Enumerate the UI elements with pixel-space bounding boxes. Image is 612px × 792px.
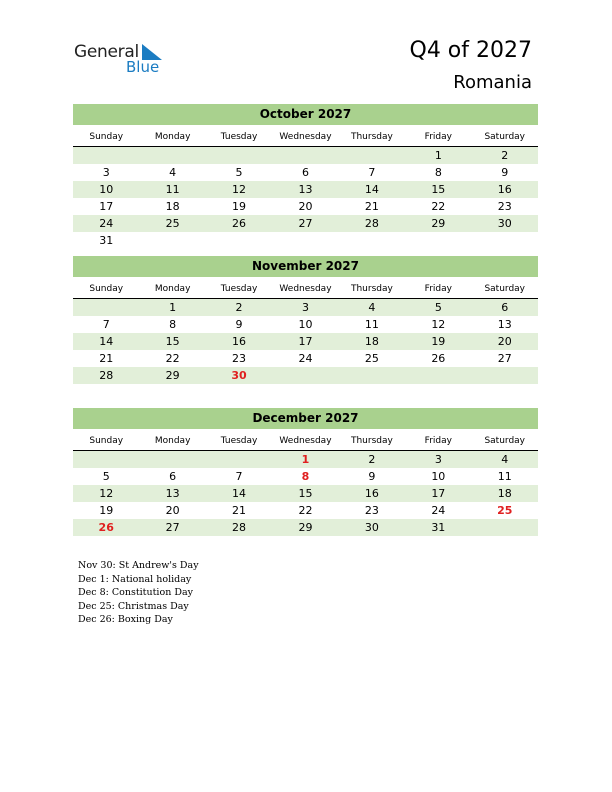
day-cell (472, 232, 538, 249)
day-cell: 25 (165, 217, 180, 230)
week-row (73, 198, 538, 215)
month-title: November 2027 (73, 256, 538, 277)
week-row (73, 181, 538, 198)
day-cell (339, 147, 405, 164)
weekday-label: Wednesday (279, 436, 332, 446)
week-row (73, 502, 538, 519)
logo-text-general: General (74, 42, 139, 62)
day-cell: 29 (165, 369, 180, 382)
day-cell: 27 (298, 217, 313, 230)
week-row (73, 485, 538, 502)
day-cell: 28 (232, 521, 247, 534)
day-cell: 9 (235, 318, 243, 331)
day-cell: 20 (165, 504, 180, 517)
weekday-label: Tuesday (220, 284, 258, 294)
week-row (73, 215, 538, 232)
day-cell: 23 (364, 504, 379, 517)
day-cell: 17 (298, 335, 313, 348)
day-cell: 12 (431, 318, 446, 331)
day-cell: 19 (99, 504, 114, 517)
day-cell: 16 (364, 487, 379, 500)
week-row (73, 333, 538, 350)
day-cell: 6 (301, 166, 309, 179)
day-cell: 30 (364, 521, 379, 534)
day-cell (272, 367, 338, 384)
week-row (73, 147, 538, 164)
weekday-label: Thursday (350, 132, 393, 142)
country-name: Romania (453, 72, 532, 93)
day-cell: 18 (364, 335, 379, 348)
weekday-label: Wednesday (279, 132, 332, 142)
day-cell: 2 (235, 301, 243, 314)
day-cell: 1 (434, 149, 442, 162)
weekday-label: Wednesday (279, 284, 332, 294)
day-cell (206, 232, 272, 249)
day-cell: 8 (434, 166, 442, 179)
day-cell: 2 (501, 149, 509, 162)
day-cell: 31 (99, 234, 114, 247)
day-cell: 9 (501, 166, 509, 179)
month-title: December 2027 (73, 408, 538, 429)
week-row (73, 451, 538, 468)
day-cell (139, 451, 205, 468)
week-row (73, 316, 538, 333)
month-calendar (73, 104, 538, 249)
day-cell: 15 (298, 487, 313, 500)
weekday-header-row (73, 281, 538, 299)
day-cell: 21 (232, 504, 247, 517)
day-cell (206, 147, 272, 164)
day-cell: 16 (497, 183, 512, 196)
day-cell: 17 (431, 487, 446, 500)
day-cell: 22 (431, 200, 446, 213)
day-cell: 10 (431, 470, 446, 483)
week-row (73, 468, 538, 485)
day-cell: 16 (232, 335, 247, 348)
day-cell: 28 (364, 217, 379, 230)
day-cell: 15 (165, 335, 180, 348)
weekday-label: Tuesday (220, 436, 258, 446)
holiday-day-cell: 8 (301, 470, 310, 483)
weekday-label: Saturday (484, 436, 526, 446)
day-cell: 25 (364, 352, 379, 365)
month-title: October 2027 (73, 104, 538, 125)
day-cell: 27 (165, 521, 180, 534)
holiday-note: Dec 1: National holiday (78, 573, 192, 585)
day-cell: 12 (232, 183, 247, 196)
brand-logo (74, 42, 174, 78)
day-cell (272, 232, 338, 249)
day-cell: 5 (434, 301, 442, 314)
day-cell: 3 (434, 453, 442, 466)
day-cell: 22 (165, 352, 180, 365)
day-cell: 23 (232, 352, 247, 365)
day-cell: 24 (99, 217, 114, 230)
day-cell (206, 451, 272, 468)
day-cell: 3 (301, 301, 309, 314)
weekday-label: Sunday (89, 132, 124, 142)
day-cell (339, 232, 405, 249)
day-cell: 10 (298, 318, 313, 331)
day-cell: 29 (298, 521, 313, 534)
day-cell (139, 232, 205, 249)
holiday-note: Dec 8: Constitution Day (78, 587, 193, 599)
day-cell (472, 367, 538, 384)
week-row (73, 350, 538, 367)
weekday-label: Saturday (484, 132, 526, 142)
day-cell: 5 (102, 470, 110, 483)
day-cell: 8 (169, 318, 177, 331)
day-cell: 7 (235, 470, 243, 483)
week-row (73, 232, 538, 249)
day-cell: 7 (102, 318, 110, 331)
page-title: Q4 of 2027 (409, 38, 532, 63)
day-cell (73, 451, 139, 468)
day-cell: 23 (497, 200, 512, 213)
day-cell: 20 (497, 335, 512, 348)
day-cell: 9 (368, 470, 376, 483)
day-cell: 19 (431, 335, 446, 348)
weekday-label: Friday (424, 132, 452, 142)
day-cell: 2 (368, 453, 376, 466)
weekday-label: Monday (154, 436, 191, 446)
holiday-day-cell: 30 (231, 369, 247, 382)
weekday-label: Monday (154, 284, 191, 294)
weekday-label: Friday (424, 284, 452, 294)
day-cell: 26 (431, 352, 446, 365)
day-cell: 13 (497, 318, 512, 331)
day-cell: 4 (368, 301, 376, 314)
day-cell (139, 147, 205, 164)
day-cell: 11 (497, 470, 512, 483)
day-cell (73, 299, 139, 316)
holiday-day-cell: 1 (301, 453, 310, 466)
holiday-note: Dec 26: Boxing Day (78, 614, 173, 626)
day-cell: 6 (501, 301, 509, 314)
weekday-label: Monday (154, 132, 191, 142)
day-cell: 28 (99, 369, 114, 382)
day-cell: 11 (364, 318, 379, 331)
day-cell: 24 (298, 352, 313, 365)
day-cell (405, 367, 471, 384)
day-cell: 15 (431, 183, 446, 196)
day-cell: 27 (497, 352, 512, 365)
day-cell: 3 (102, 166, 110, 179)
weekday-label: Sunday (89, 284, 124, 294)
day-cell: 18 (165, 200, 180, 213)
month-calendar (73, 408, 538, 536)
day-cell: 13 (165, 487, 180, 500)
day-cell (272, 147, 338, 164)
weekday-label: Sunday (89, 436, 124, 446)
day-cell: 20 (298, 200, 313, 213)
day-cell: 21 (364, 200, 379, 213)
day-cell: 21 (99, 352, 114, 365)
day-cell: 31 (431, 521, 446, 534)
day-cell: 14 (232, 487, 247, 500)
day-cell: 1 (169, 301, 177, 314)
week-row (73, 299, 538, 316)
weekday-label: Saturday (484, 284, 526, 294)
day-cell: 22 (298, 504, 313, 517)
day-cell (405, 232, 471, 249)
day-cell: 14 (364, 183, 379, 196)
day-cell: 19 (232, 200, 247, 213)
day-cell: 5 (235, 166, 243, 179)
holiday-notes (78, 559, 199, 627)
week-row (73, 164, 538, 181)
weekday-label: Tuesday (220, 132, 258, 142)
day-cell: 12 (99, 487, 114, 500)
weekday-label: Thursday (350, 284, 393, 294)
weekday-label: Thursday (350, 436, 393, 446)
day-cell: 4 (501, 453, 509, 466)
day-cell: 7 (368, 166, 376, 179)
day-cell: 13 (298, 183, 313, 196)
week-row (73, 519, 538, 536)
day-cell (472, 519, 538, 536)
logo-text-blue: Blue (126, 58, 160, 76)
day-cell: 29 (431, 217, 446, 230)
weekday-header-row (73, 129, 538, 147)
month-calendar (73, 256, 538, 384)
holiday-note: Nov 30: St Andrew's Day (78, 560, 199, 571)
day-cell: 26 (232, 217, 247, 230)
day-cell: 11 (165, 183, 180, 196)
day-cell: 6 (169, 470, 177, 483)
weekday-label: Friday (424, 436, 452, 446)
day-cell: 4 (169, 166, 177, 179)
day-cell: 10 (99, 183, 114, 196)
holiday-note: Dec 25: Christmas Day (78, 600, 189, 612)
weekday-header-row (73, 433, 538, 451)
day-cell: 17 (99, 200, 114, 213)
day-cell (339, 367, 405, 384)
day-cell: 24 (431, 504, 446, 517)
week-row (73, 367, 538, 384)
holiday-day-cell: 26 (98, 521, 114, 534)
day-cell (73, 147, 139, 164)
day-cell: 18 (497, 487, 512, 500)
day-cell: 14 (99, 335, 114, 348)
day-cell: 30 (497, 217, 512, 230)
holiday-day-cell: 25 (497, 504, 513, 517)
